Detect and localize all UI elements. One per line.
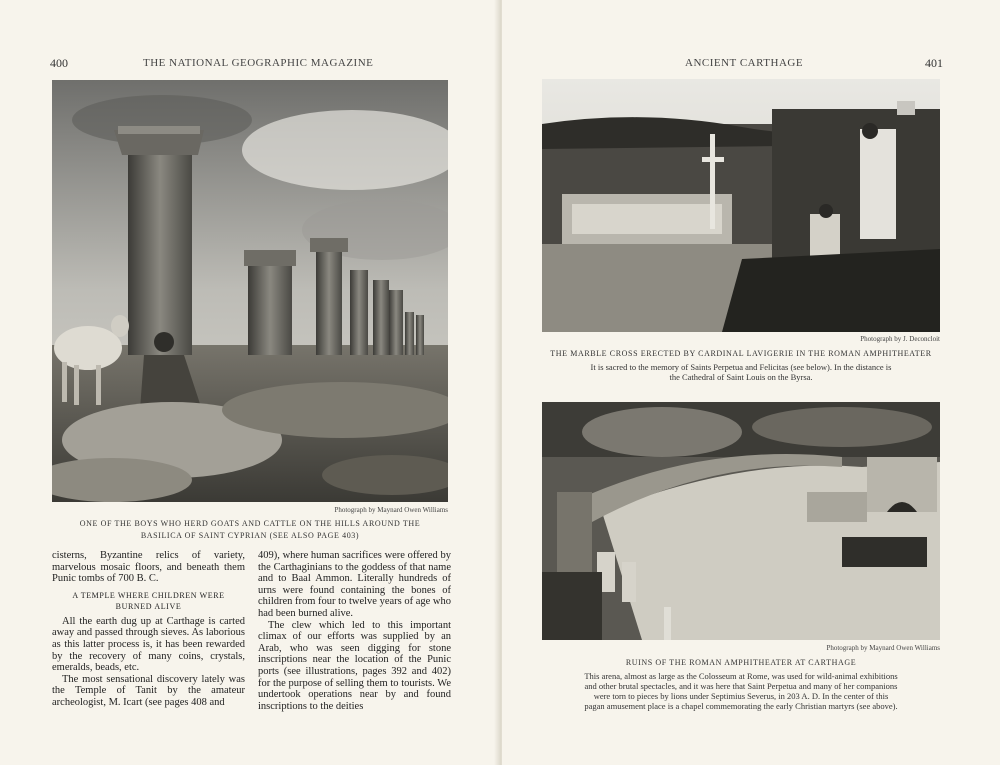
photo-caption-body	[542, 671, 940, 711]
photo-caption-line-1: ONE OF THE BOYS WHO HERD GOATS AND CATTLE ON THE HILLS AROUND THE	[79, 519, 421, 528]
paragraph: cisterns, Byzantine relics of variety, marvelous mosaic floors, and beneath them Punic tombs of 700 B. C.	[52, 550, 245, 585]
caption-line: and other brutal spectacles, and it was here that Saint Perpetua and many of her companions	[584, 681, 898, 691]
left-page	[0, 0, 498, 765]
photo-credit: Photograph by Maynard Owen Williams	[826, 644, 940, 652]
columns-photo	[52, 80, 448, 502]
subhead-line-2: BURNED ALIVE	[115, 601, 182, 611]
paragraph: All the earth dug up at Carthage is carted away and passed through sieves. As laborious as this latter process is, it has been rewarded by the recovery of many coins, crystals, emeralds, beads, etc.	[52, 615, 245, 674]
caption-line: were torn to pieces by lions under Septimius Severus, in 203 A. D. In the center of this	[593, 691, 889, 701]
photo-caption-line-2: BASILICA OF SAINT CYPRIAN (SEE ALSO PAGE 403)	[140, 531, 360, 540]
photo-caption-body	[542, 362, 940, 382]
page-number: 400	[50, 56, 68, 70]
page-number: 401	[925, 56, 943, 70]
section-subhead	[52, 590, 245, 612]
amphitheater-photo-image	[542, 402, 940, 640]
caption-line: the Cathedral of Saint Louis on the Byrsa.	[669, 372, 813, 382]
caption-line: pagan amusement place is a chapel commemorating the early Christian martyrs (see above).	[584, 701, 898, 711]
amphitheater-photo	[542, 402, 940, 640]
photo-credit: Photograph by Maynard Owen Williams	[334, 506, 448, 514]
photo-caption-title: RUINS OF THE ROMAN AMPHITHEATER AT CARTHAGE	[625, 658, 857, 667]
right-page	[502, 0, 1000, 765]
photo-credit: Photograph by J. Deconcloit	[860, 335, 940, 343]
paragraph: 409), where human sacrifices were offered by the Carthaginians to the goddess of that name and to Baal Ammon. Literally hundreds of urns were found containing the bones of children from four to twelve years of age who had been burned alive.	[258, 550, 452, 619]
photo-caption-title: THE MARBLE CROSS ERECTED BY CARDINAL LAVIGERIE IN THE ROMAN AMPHITHEATER	[550, 349, 932, 358]
running-head: ANCIENT CARTHAGE	[685, 57, 804, 69]
marble-cross-photo-image	[542, 79, 940, 332]
marble-cross-photo	[542, 79, 940, 332]
paragraph: The clew which led to this important climax of our efforts was supplied by an Arab, who was seen digging for stone inscriptions near the location of the Punic ports (see illustrations, pages 392 and 402) for the purpose of selling them to tourists. We undertook operations near by and found inscriptions to the deities	[258, 619, 451, 712]
paragraph: The most sensational discovery lately was the Temple of Tanit by the amateur archeologist, M. Icart (see pages 408 and	[52, 673, 245, 708]
columns-photo-image	[52, 80, 448, 502]
subhead-line-1: A TEMPLE WHERE CHILDREN WERE	[72, 590, 225, 600]
caption-line: It is sacred to the memory of Saints Perpetua and Felicitas (see below). In the distance is	[590, 362, 892, 372]
text-column-1	[52, 550, 245, 709]
running-head: THE NATIONAL GEOGRAPHIC MAGAZINE	[143, 57, 374, 69]
text-column-2	[258, 550, 451, 712]
caption-line: This arena, almost as large as the Colosseum at Rome, was used for wild-animal exhibitions	[584, 671, 898, 681]
